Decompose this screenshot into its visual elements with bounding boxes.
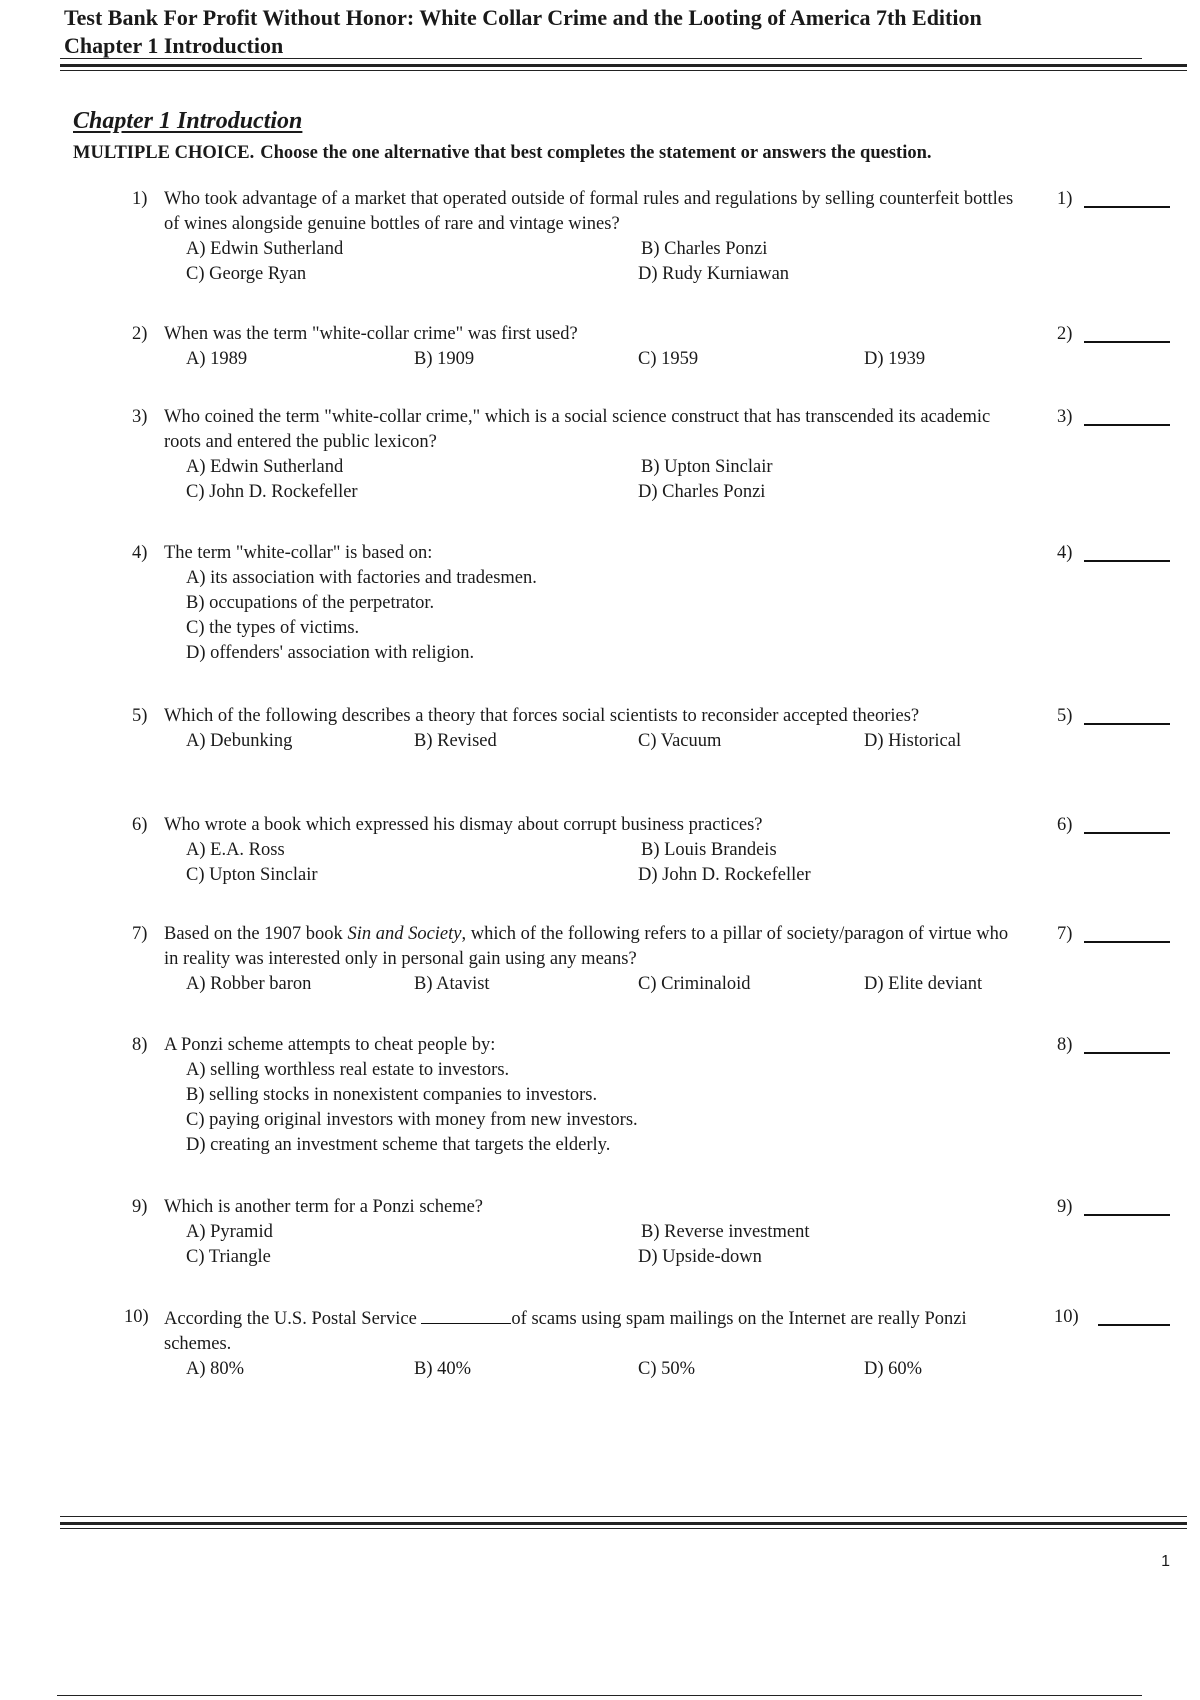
option-b[interactable]: B) Louis Brandeis [641, 840, 777, 860]
footer-rule-top [60, 1516, 1187, 1517]
question-10 [124, 1305, 1182, 1382]
option-b[interactable]: B) Atavist [414, 974, 490, 994]
options [186, 1357, 1182, 1382]
option-c[interactable]: C) Criminaloid [638, 974, 751, 994]
stem-text: Based on the 1907 book [164, 924, 348, 944]
answer-label: 5) [1057, 706, 1073, 726]
document-title: Test Bank For Profit Without Honor: White Collar Crime and the Looting of America 7th Edition [64, 5, 982, 30]
question-stem: Who wrote a book which expressed his dismay about corrupt business practices? [164, 815, 763, 835]
question-stem: The term "white-collar" is based on: [164, 543, 433, 563]
question-stem [164, 922, 1014, 972]
question-9 [132, 1195, 1182, 1270]
option-c[interactable]: C) Triangle [186, 1247, 271, 1267]
option-a[interactable]: A) Edwin Sutherland [186, 457, 344, 477]
answer-label: 4) [1057, 543, 1073, 563]
option-c[interactable]: C) Vacuum [638, 731, 722, 751]
stem-text: of scams using spam mailings on the Internet are really Ponzi schemes. [164, 1309, 967, 1354]
option-d[interactable]: D) creating an investment scheme that targets the elderly. [186, 1135, 611, 1155]
option-a[interactable]: A) selling worthless real estate to investors. [186, 1060, 510, 1080]
header-rule-thin [60, 70, 1187, 71]
stem-text: According the U.S. Postal Service [164, 1309, 422, 1329]
question-stem [164, 1305, 1014, 1357]
question-number: 2) [132, 324, 148, 344]
answer-blank[interactable] [1084, 1052, 1170, 1054]
question-5 [132, 704, 1182, 754]
book-title: Sin and Society [347, 924, 462, 944]
answer-label: 3) [1057, 407, 1073, 427]
question-number: 7) [132, 924, 148, 944]
option-a[interactable]: A) E.A. Ross [186, 840, 285, 860]
question-number: 6) [132, 815, 148, 835]
option-a[interactable]: A) Robber baron [186, 974, 312, 994]
option-d[interactable]: D) Charles Ponzi [638, 482, 766, 502]
option-c[interactable]: C) Upton Sinclair [186, 865, 318, 885]
option-c[interactable]: C) George Ryan [186, 264, 307, 284]
footer-rule-thick [60, 1522, 1187, 1525]
option-d[interactable]: D) Historical [864, 731, 962, 751]
option-a[interactable]: A) 80% [186, 1359, 245, 1379]
options [186, 838, 1182, 888]
bottom-rule [57, 1695, 1142, 1696]
question-number: 9) [132, 1197, 148, 1217]
options [186, 972, 1182, 997]
option-b[interactable]: B) Charles Ponzi [641, 239, 768, 259]
answer-blank[interactable] [1084, 941, 1170, 943]
options [186, 237, 1182, 287]
header-rule-thick [60, 64, 1187, 67]
options [186, 455, 1182, 505]
header-chapter: Chapter 1 Introduction [64, 33, 284, 58]
stem-text: , which of the following refers to a pillar of society/paragon of virtue who in reality was interested only in personal gain using any means? [164, 924, 1009, 969]
question-number: 8) [132, 1035, 148, 1055]
option-c[interactable]: C) 1959 [638, 349, 699, 369]
header-underline [60, 58, 1142, 59]
question-stem: Who coined the term "white-collar crime," which is a social science construct that has transcended its academic roots and entered the public lexicon? [164, 407, 991, 452]
option-d[interactable]: D) Elite deviant [864, 974, 983, 994]
option-b[interactable]: B) selling stocks in nonexistent companies to investors. [186, 1085, 598, 1105]
answer-label: 1) [1057, 189, 1073, 209]
inline-blank [421, 1305, 511, 1324]
instruction-text: Choose the one alternative that best completes the statement or answers the question. [260, 143, 932, 163]
option-a[interactable]: A) Pyramid [186, 1222, 273, 1242]
option-d[interactable]: D) 1939 [864, 349, 926, 369]
option-d[interactable]: D) John D. Rockefeller [638, 865, 811, 885]
option-b[interactable]: B) Revised [414, 731, 497, 751]
options [186, 347, 1182, 372]
question-number: 1) [132, 189, 148, 209]
option-a[interactable]: A) Debunking [186, 731, 293, 751]
option-b[interactable]: B) 1909 [414, 349, 475, 369]
option-b[interactable]: B) 40% [414, 1359, 472, 1379]
question-7 [132, 922, 1182, 997]
option-a[interactable]: A) Edwin Sutherland [186, 239, 344, 259]
instruction-lead: MULTIPLE CHOICE. [73, 143, 255, 163]
option-b[interactable]: B) Reverse investment [641, 1222, 810, 1242]
answer-blank[interactable] [1084, 560, 1170, 562]
options [186, 566, 1182, 666]
answer-blank[interactable] [1098, 1324, 1170, 1326]
answer-label: 7) [1057, 924, 1073, 944]
question-number: 3) [132, 407, 148, 427]
answer-label: 10) [1054, 1307, 1079, 1327]
option-a[interactable]: A) 1989 [186, 349, 248, 369]
option-c[interactable]: C) the types of victims. [186, 618, 360, 638]
page-number: 1 [1161, 1553, 1170, 1570]
answer-blank[interactable] [1084, 832, 1170, 834]
question-3 [132, 405, 1182, 505]
answer-label: 8) [1057, 1035, 1073, 1055]
answer-blank[interactable] [1084, 424, 1170, 426]
answer-blank[interactable] [1084, 1214, 1170, 1216]
option-c[interactable]: C) 50% [638, 1359, 696, 1379]
section-heading: Chapter 1 Introduction [73, 108, 303, 134]
answer-blank[interactable] [1084, 341, 1170, 343]
question-stem: A Ponzi scheme attempts to cheat people by: [164, 1035, 496, 1055]
question-number: 5) [132, 706, 148, 726]
question-stem: Who took advantage of a market that operated outside of formal rules and regulations by selling counterfeit bottles of wines alongside genuine bottles of rare and vintage wines? [164, 189, 1014, 234]
answer-label: 2) [1057, 324, 1073, 344]
answer-blank[interactable] [1084, 206, 1170, 208]
question-1 [132, 187, 1182, 287]
option-c[interactable]: C) John D. Rockefeller [186, 482, 358, 502]
question-8 [132, 1033, 1182, 1158]
answer-blank[interactable] [1084, 723, 1170, 725]
page-header [64, 4, 1144, 60]
question-number: 4) [132, 543, 148, 563]
answer-label: 9) [1057, 1197, 1073, 1217]
question-2 [132, 322, 1182, 372]
options [186, 1058, 1182, 1158]
question-number: 10) [124, 1307, 149, 1327]
footer-rule-bottom [60, 1528, 1187, 1529]
question-stem: Which of the following describes a theory that forces social scientists to reconsider accepted theories? [164, 706, 920, 726]
instruction [73, 143, 932, 164]
question-stem: When was the term "white-collar crime" was first used? [164, 324, 578, 344]
option-b[interactable]: B) Upton Sinclair [641, 457, 773, 477]
option-b[interactable]: B) occupations of the perpetrator. [186, 593, 435, 613]
options [186, 729, 1182, 754]
option-d[interactable]: D) offenders' association with religion. [186, 643, 475, 663]
question-stem: Which is another term for a Ponzi scheme? [164, 1197, 484, 1217]
options [186, 1220, 1182, 1270]
option-d[interactable]: D) Upside-down [638, 1247, 762, 1267]
option-a[interactable]: A) its association with factories and tradesmen. [186, 568, 537, 588]
answer-label: 6) [1057, 815, 1073, 835]
question-6 [132, 813, 1182, 888]
option-d[interactable]: D) 60% [864, 1359, 923, 1379]
question-4 [132, 541, 1182, 666]
option-d[interactable]: D) Rudy Kurniawan [638, 264, 790, 284]
option-c[interactable]: C) paying original investors with money from new investors. [186, 1110, 638, 1130]
